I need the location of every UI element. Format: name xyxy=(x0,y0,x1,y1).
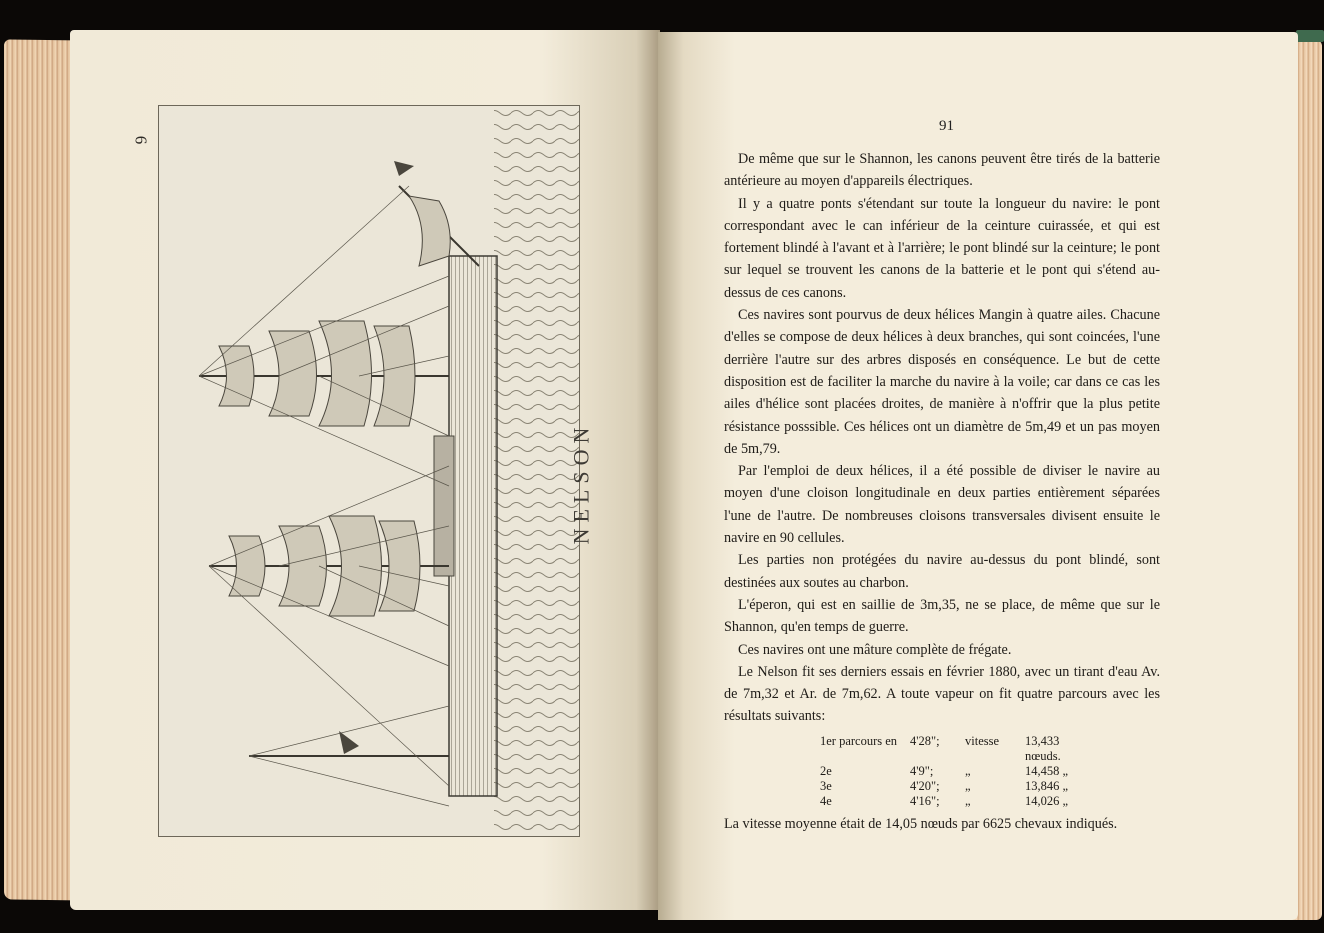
run-time: 4'28"; xyxy=(910,733,940,748)
book-cover-corner xyxy=(1296,30,1324,42)
plate-number: 6 xyxy=(131,135,151,145)
run-speed: 14,458 „ xyxy=(1025,763,1069,778)
ship-engraving xyxy=(158,105,580,837)
run-word: vitesse xyxy=(965,733,1000,748)
run-label: 1er parcours en xyxy=(820,733,898,748)
page-number: 91 xyxy=(939,118,954,134)
run-time: 4'16"; xyxy=(910,793,940,808)
run-label: 4e xyxy=(820,793,832,808)
paragraph: Par l'emploi de deux hélices, il a été possible de diviser le navire au moyen d'une cloison longitudinale en deux parties entièrement séparées l'une de l'autre. De nombreuses cloisons transversales divisent ensuite le navire en 90 cellules. xyxy=(724,463,1160,547)
run-word: „ xyxy=(965,793,971,808)
paragraph: Il y a quatre ponts s'étendant sur toute la longueur du navire: le pont correspondant avec le can inférieur de la ceinture cuirassée, et qui est fortement blindé à l'avant et à l'arrière; le pont blindé sur la ceinture; le pont sur lequel se trouvent les canons de la batterie et le pont qui s'étend au-dessus de ces canons. xyxy=(724,195,1160,301)
run-time: 4'9"; xyxy=(910,763,934,778)
paragraph: Le Nelson fit ses derniers essais en février 1880, avec un tirant d'eau Av. de 7m,32 et Ar. de 7m,62. A toute vapeur on fit quatre parcours avec les résultats suivants: xyxy=(724,663,1160,725)
ship-illustration xyxy=(159,106,579,836)
paragraph: Ces navires ont une mâture complète de frégate. xyxy=(738,641,1012,658)
run-speed: 13,846 „ xyxy=(1025,778,1069,793)
paragraph: Les parties non protégées du navire au-dessus du pont blindé, sont destinées aux soutes au charbon. xyxy=(724,552,1160,591)
table-row xyxy=(820,779,1160,794)
run-time: 4'20"; xyxy=(910,778,940,793)
right-page xyxy=(658,32,1298,920)
paragraph: Ces navires sont pourvus de deux hélices Mangin à quatre ailes. Chacune d'elles se compose de deux hélices à deux branches, qui sont coincées, l'une derrière l'autre sur des arbres disposés en conséquence. Le but de cette disposition est de faciliter la marche du navire à la voile; car dans ce cas les ailes d'hélice sont placées droites, de manière à n'offrir que la plus petite résistance posssible. Ces hélices ont un diamètre de 5m,49 et un pas moyen de 5m,79. xyxy=(724,307,1160,457)
plate-caption: NELSON xyxy=(568,421,594,545)
run-label: 2e xyxy=(820,763,832,778)
table-row xyxy=(820,764,1160,779)
table-row xyxy=(820,734,1160,764)
paragraph: L'éperon, qui est en saillie de 3m,35, ne se place, de même que sur le Shannon, qu'en temps de guerre. xyxy=(724,596,1160,636)
run-speed: 14,026 „ xyxy=(1025,793,1069,808)
run-label: 3e xyxy=(820,778,832,793)
table-row xyxy=(820,794,1160,809)
trial-results-table xyxy=(820,734,1160,809)
paragraph: De même que sur le Shannon, les canons peuvent être tirés de la batterie antérieure au moyen d'appareils électriques. xyxy=(724,151,1160,190)
run-speed: 13,433 nœuds. xyxy=(1025,733,1061,763)
left-page xyxy=(70,30,660,910)
run-word: „ xyxy=(965,763,971,778)
closing-line: La vitesse moyenne était de 14,05 nœuds par 6625 chevaux indiqués. xyxy=(724,815,1118,832)
body-text xyxy=(724,148,1160,835)
run-word: „ xyxy=(965,778,971,793)
